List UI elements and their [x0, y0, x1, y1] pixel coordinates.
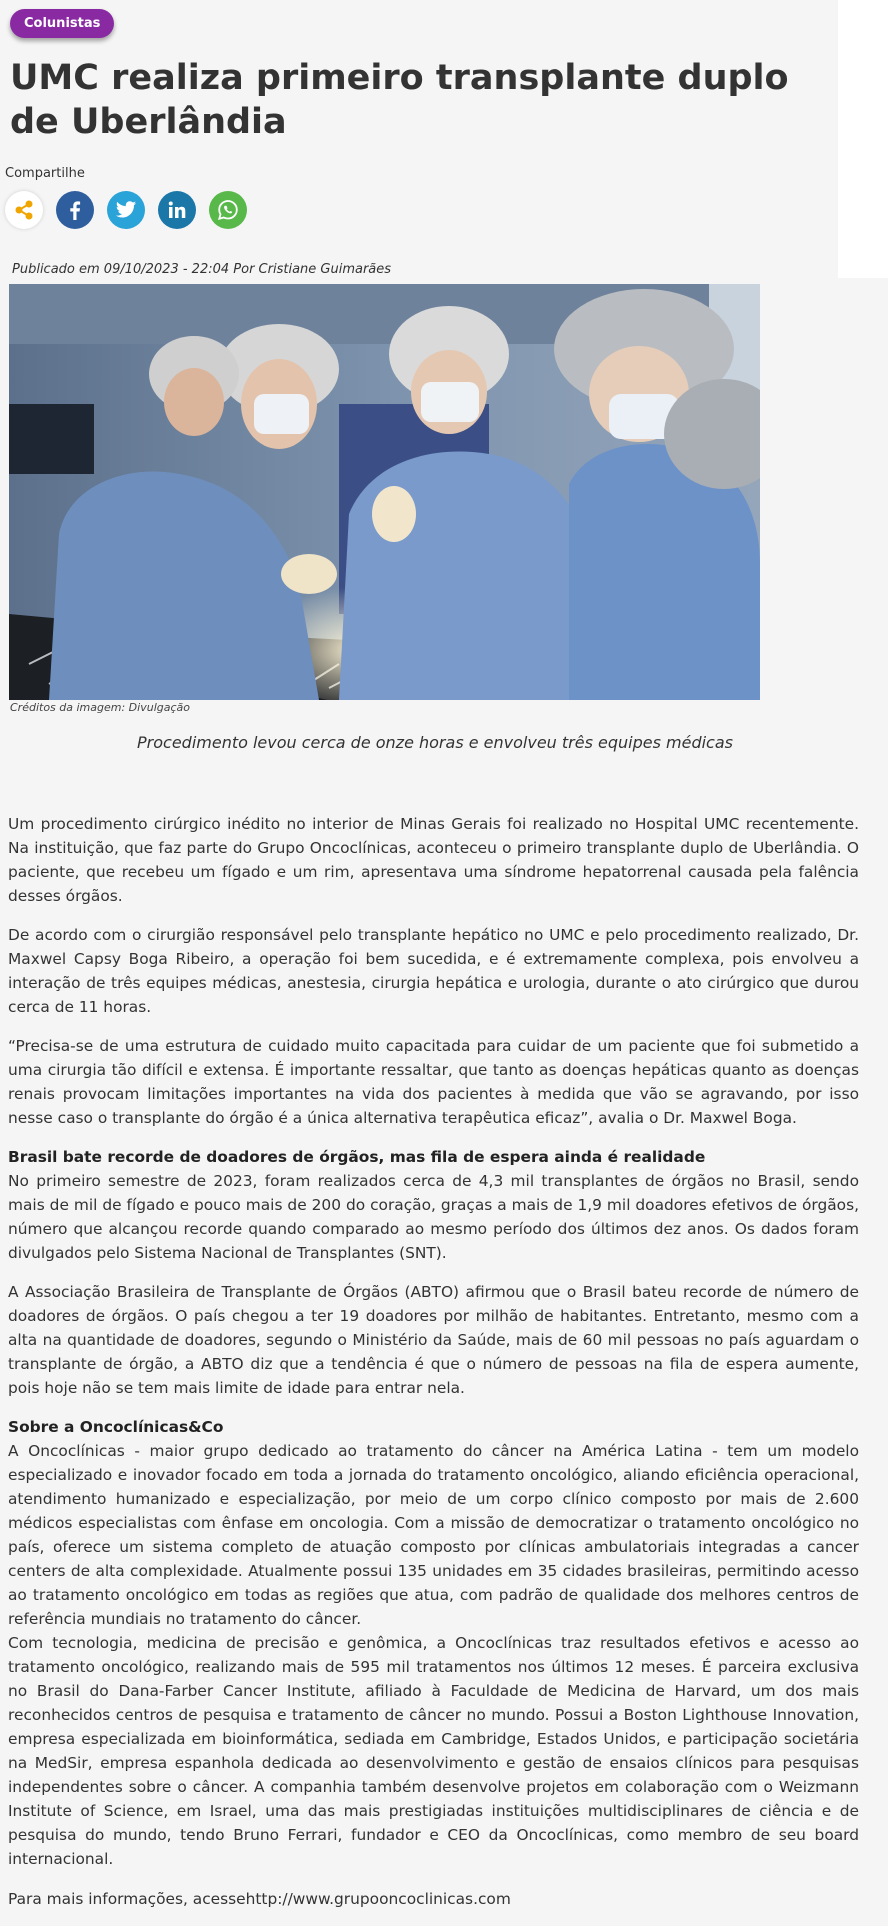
section-heading: Sobre a Oncoclínicas&Co	[8, 1418, 224, 1436]
share-label: Compartilhe	[5, 166, 85, 181]
publication-byline: Publicado em 09/10/2023 - 22:04 Por Cristiane Guimarães	[12, 262, 392, 277]
paragraph: A Associação Brasileira de Transplante de Órgãos (ABTO) afirmou que o Brasil bateu recorde de número de doadores de órgãos. O país chegou a ter 19 doadores por milhão de habitantes. Entretanto, mesmo com a alta na quantidade de doadores, segundo o Ministério da Saúde, mais de 60 mil pessoas no país aguardam o transplante de órgão, a ABTO diz que a tendência é que o número de pessoas na fila de espera aumente, pois hoje não se tem mais limite de idade para entrar nela.	[8, 1283, 859, 1397]
share-bar	[5, 191, 260, 229]
section-heading: Brasil bate recorde de doadores de órgãos, mas fila de espera ainda é realidade	[8, 1148, 706, 1166]
category-badge[interactable]: Colunistas	[10, 9, 114, 38]
image-credits: Créditos da imagem: Divulgação	[10, 701, 190, 714]
image-caption: Procedimento levou cerca de onze horas e envolveu três equipes médicas	[137, 733, 733, 752]
paragraph: De acordo com o cirurgião responsável pelo transplante hepático no UMC e pelo procedimento realizado, Dr. Maxwel Capsy Boga Ribeiro, a operação foi bem sucedida, e é extremamente complexa, pois envolveu a interação de três equipes médicas, anestesia, cirurgia hepática e urologia, durante o ato cirúrgico que durou cerca de 11 horas.	[8, 926, 859, 1016]
paragraph: Um procedimento cirúrgico inédito no interior de Minas Gerais foi realizado no Hospital UMC recentemente. Na instituição, que faz parte do Grupo Oncoclínicas, aconteceu o primeiro transplante duplo de Uberlândia. O paciente, que recebeu um fígado e um rim, apresentava uma síndrome hepatorrenal causada pela falência desses órgãos.	[8, 815, 859, 905]
article-title: UMC realiza primeiro transplante duplo de Uberlândia	[10, 58, 789, 142]
linkedin-icon[interactable]	[158, 191, 196, 229]
twitter-icon[interactable]	[107, 191, 145, 229]
article-body	[8, 812, 859, 1926]
more-info-link[interactable]: Para mais informações, acessehttp://www.grupooncoclinicas.com	[8, 1890, 511, 1908]
paragraph: No primeiro semestre de 2023, foram realizados cerca de 4,3 mil transplantes de órgãos no Brasil, sendo mais de mil de fígado e pouco mais de 200 do coração, graças a mais de 1,9 mil doadores efetivos de órgãos, número que alcançou recorde quando comparado ao mesmo período dos últimos dez anos. Os dados foram divulgados pelo Sistema Nacional de Transplantes (SNT).	[8, 1172, 859, 1262]
side-panel	[838, 0, 888, 278]
share-icon[interactable]	[5, 191, 43, 229]
facebook-icon[interactable]	[56, 191, 94, 229]
paragraph: “Precisa-se de uma estrutura de cuidado muito capacitada para cuidar de um paciente que foi submetido a uma cirurgia tão difícil e extensa. É importante ressaltar, que tanto as doenças hepáticas quanto as doenças renais provocam limitações importantes na vida dos pacientes à medida que vão se agravando, por isso nesse caso o transplante do órgão é a única alternativa terapêutica eficaz”, avalia o Dr. Maxwel Boga.	[8, 1037, 859, 1127]
paragraph: Com tecnologia, medicina de precisão e genômica, a Oncoclínicas traz resultados efetivos e acesso ao tratamento oncológico, realizando mais de 595 mil tratamentos nos últimos 12 meses. É parceira exclusiva no Brasil do Dana-Farber Cancer Institute, afiliado à Faculdade de Medicina de Harvard, um dos mais reconhecidos centros de pesquisa e tratamento de câncer no mundo. Possui a Boston Lighthouse Innovation, empresa especializada em bioinformática, sediada em Cambridge, Estados Unidos, e participação societária na MedSir, empresa espanhola dedicada ao desenvolvimento e gestão de ensaios clínicos para pesquisas independentes sobre o câncer. A companhia também desenvolve projetos em colaboração com o Weizmann Institute of Science, em Israel, uma das mais prestigiadas instituições multidisciplinares de ciência e de pesquisa do mundo, tendo Bruno Ferrari, fundador e CEO da Oncoclínicas, como membro de seu board internacional.	[8, 1634, 859, 1868]
article-photo	[9, 284, 760, 700]
paragraph: A Oncoclínicas - maior grupo dedicado ao tratamento do câncer na América Latina - tem um modelo especializado e inovador focado em toda a jornada do tratamento oncológico, aliando eficiência operacional, atendimento humanizado e especialização, por meio de um corpo clínico composto por mais de 2.600 médicos especialistas com ênfase em oncologia. Com a missão de democratizar o tratamento oncológico no país, oferece um sistema completo de atuação composto por clínicas ambulatoriais integradas a cancer centers de alta complexidade. Atualmente possui 135 unidades em 35 cidades brasileiras, permitindo acesso ao tratamento oncológico em todas as regiões que atua, com padrão de qualidade dos melhores centros de referência mundiais no tratamento do câncer.	[8, 1442, 859, 1628]
whatsapp-icon[interactable]	[209, 191, 247, 229]
